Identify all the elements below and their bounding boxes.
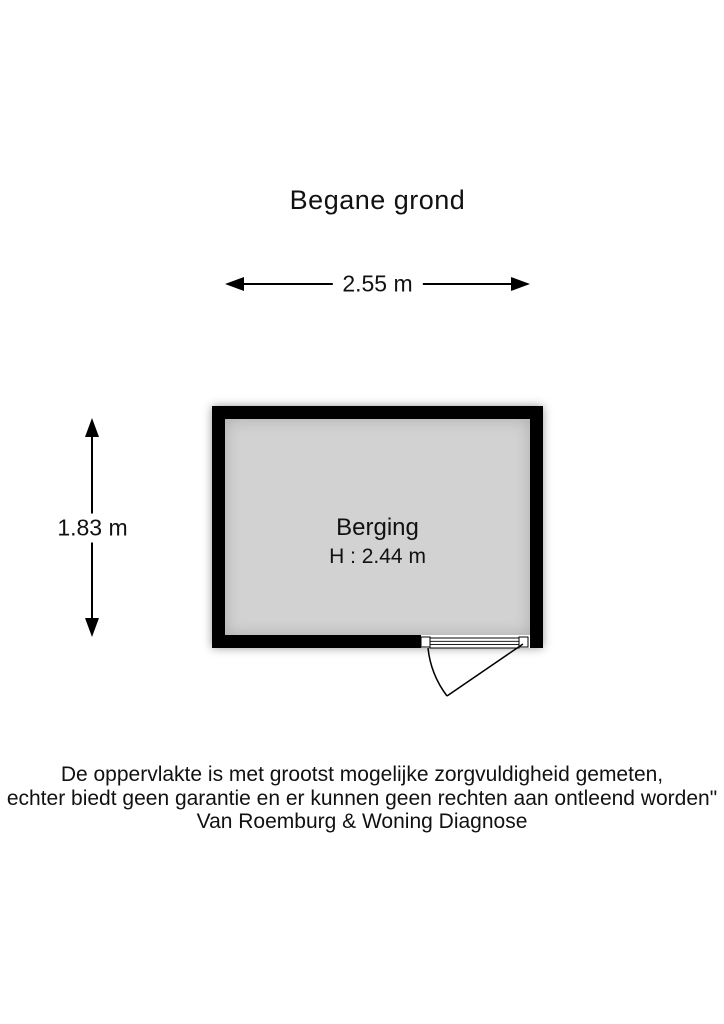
arrowhead-down-icon: [85, 618, 99, 637]
door-swing-arc: [428, 648, 447, 696]
arrowhead-up-icon: [85, 418, 99, 437]
disclaimer-line-2: echter biedt geen garantie en er kunnen geen rechten aan ontleend worden": [6, 786, 718, 810]
arrowhead-left-icon: [225, 277, 244, 291]
door-jamb-left: [421, 637, 430, 647]
door-sill: [430, 638, 519, 648]
disclaimer-line-3: Van Roemburg & Woning Diagnose: [196, 810, 528, 833]
page-title: Begane grond: [289, 185, 466, 215]
arrowhead-right-icon: [511, 277, 530, 291]
door-leaf: [447, 644, 523, 696]
room-ceiling-height-label: H : 2.44 m: [329, 545, 426, 568]
disclaimer: [0, 763, 724, 834]
width-dimension-label: 2.55 m: [332, 270, 422, 299]
room-floor: [225, 419, 530, 635]
room-name-label: Berging: [336, 514, 419, 541]
door-icon: [405, 625, 555, 710]
room-labels: [225, 514, 530, 572]
room-berging: [212, 406, 543, 648]
width-dimension: [225, 271, 530, 297]
disclaimer-line-1: De oppervlakte is met grootst mogelijke zorgvuldigheid gemeten,: [60, 763, 664, 786]
height-dimension-label: 1.83 m: [47, 513, 137, 542]
height-dimension: [57, 418, 128, 637]
